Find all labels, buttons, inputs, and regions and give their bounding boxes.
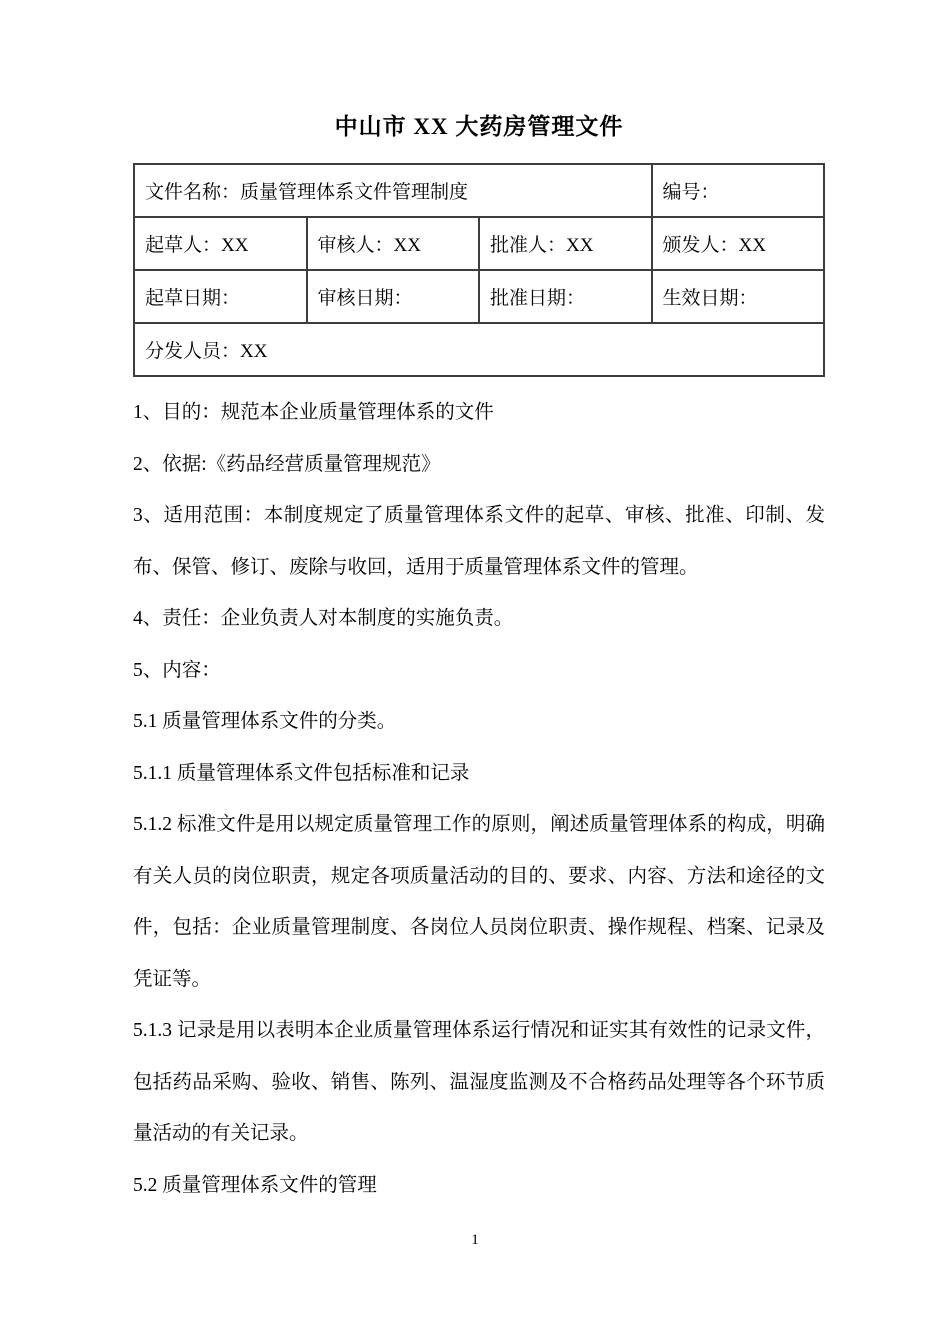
table-row bbox=[134, 217, 824, 270]
paragraph-5-2: 5.2 质量管理体系文件的管理 bbox=[133, 1174, 377, 1196]
table-row bbox=[134, 323, 824, 376]
paragraph-5-1-2: 5.1.2 标准文件是用以规定质量管理工作的原则，阐述质量管理体系的构成，明确有关人员的岗位职责，规定各项质量活动的目的、要求、内容、方法和途径的文件，包括：企业质量管理制度、各岗位人员岗位职责、操作规程、档案、记录及凭证等。 bbox=[133, 814, 825, 990]
paragraph-content-heading: 5、内容： bbox=[133, 659, 221, 681]
paragraph-5-1: 5.1 质量管理体系文件的分类。 bbox=[133, 711, 397, 732]
reviewer-cell: 审核人：XX bbox=[307, 217, 480, 270]
header-table bbox=[133, 163, 825, 377]
page-number: 1 bbox=[471, 1232, 479, 1248]
document-content bbox=[133, 112, 825, 1211]
paragraph-5-1-3: 5.1.3 记录是用以表明本企业质量管理体系运行情况和证实其有效性的记录文件，包括药品采购、验收、销售、陈列、温湿度监测及不合格药品处理等各个环节质量活动的有关记录。 bbox=[133, 1020, 825, 1144]
file-name-cell: 文件名称：质量管理体系文件管理制度 bbox=[134, 164, 652, 217]
document-body bbox=[133, 387, 825, 1211]
effective-date-cell: 生效日期： bbox=[652, 270, 825, 323]
paragraph-5-1-1: 5.1.1 质量管理体系文件包括标准和记录 bbox=[133, 762, 470, 784]
paragraph-purpose: 1、目的：规范本企业质量管理体系的文件 bbox=[133, 402, 494, 423]
doc-number-cell: 编号： bbox=[652, 164, 825, 217]
issuer-cell: 颁发人：XX bbox=[652, 217, 825, 270]
paragraph-scope: 3、适用范围：本制度规定了质量管理体系文件的起草、审核、批准、印制、发布、保管、修订、废除与收回，适用于质量管理体系文件的管理。 bbox=[133, 505, 825, 578]
table-row bbox=[134, 164, 824, 217]
distribution-cell: 分发人员：XX bbox=[134, 323, 824, 376]
page-title: 中山市 XX 大药房管理文件 bbox=[334, 114, 624, 139]
approver-cell: 批准人：XX bbox=[479, 217, 652, 270]
table-row bbox=[134, 270, 824, 323]
paragraph-responsibility: 4、责任：企业负责人对本制度的实施负责。 bbox=[133, 608, 514, 629]
draft-date-cell: 起草日期： bbox=[134, 270, 307, 323]
review-date-cell: 审核日期： bbox=[307, 270, 480, 323]
approve-date-cell: 批准日期： bbox=[479, 270, 652, 323]
paragraph-basis: 2、依据:《药品经营质量管理规范》 bbox=[133, 453, 441, 475]
drafter-cell: 起草人：XX bbox=[134, 217, 307, 270]
